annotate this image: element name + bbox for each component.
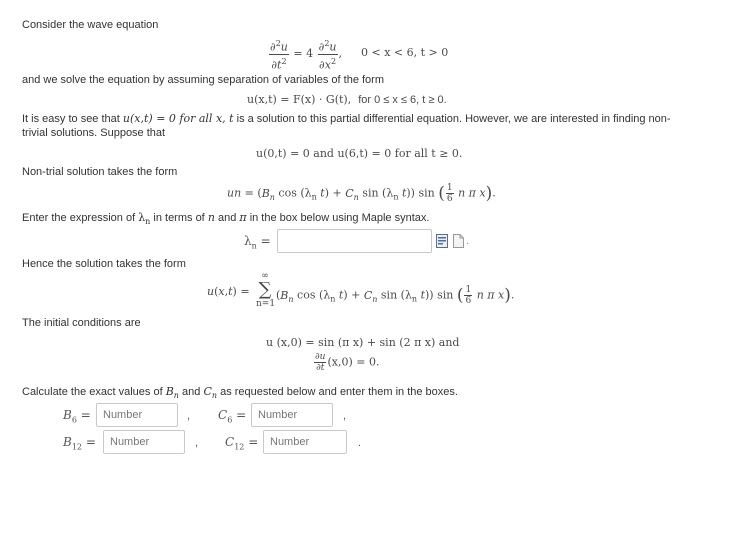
boundary-conditions: u(0,t) = 0 and u(6,t) = 0 for all t ≥ 0. [256,147,463,160]
trivial-text-line1: It is easy to see that u(x,t) = 0 for all x, t is a solution to this partial differential equation. However, we are interested in finding non- [22,112,671,125]
preview-icon[interactable] [436,234,448,248]
sum-operator: ∞ ∑ n=1 [256,271,276,309]
series-solution: u(x,t) = [207,285,250,298]
lambda-label: $\lambda_n$ = [244,234,271,251]
initial-condition-2: $\frac{\partial u}{\partial t}$ (x,0) = 0. [315,352,380,373]
enter-lambda-text: Enter the expression of $\lambda_n$ in terms of n and π in the box below using Maple syntax. [22,211,430,227]
initial-condition-1: u (x,0) = sin (π x) + sin (2 π x) and [266,336,460,349]
b12-label: $B_{12}$ = [63,435,96,452]
trivial-text-line2: trivial solutions. Suppose that [22,127,166,139]
calculate-text: Calculate the exact values of $B_n$ and $C_n$ as requested below and enter them in the boxes. [22,385,458,401]
hence-text: Hence the solution takes the form [22,258,186,270]
intro-text: Consider the wave equation [22,19,159,31]
separator-comma: , [343,410,347,422]
initial-text: The initial conditions are [22,317,141,329]
nontrivial-text: Non-trial solution takes the form [22,166,178,178]
icon-dot: . [466,235,470,247]
help-doc-icon[interactable] [453,234,464,248]
separator-comma: , [195,437,199,449]
c12-input[interactable]: Number [263,430,347,454]
separation-equation: u(x,t) = F(x) · G(t), for 0 ≤ x ≤ 6, t ≥ 0. [247,93,447,106]
b6-input[interactable]: Number [96,403,178,427]
wave-equation: $\frac{\partial^2u}{\partial t^2}$ = 4 $\frac{\partial^2u}{\partial x^2}$ , [270,39,342,72]
separator-comma: , [187,410,191,422]
un-expression: un = ($B_n$ $\cos (\lambda_n$ $t) + C_n$ $\sin (\lambda_n$ t)) sin ( $\frac{1}{6}$ n π x). [227,183,496,204]
lambda-input[interactable] [277,229,432,253]
c6-label: $C_6$ = [218,408,247,425]
series-terms: ($B_n$ $\cos (\lambda_n$ $t) + C_n$ $\sin (\lambda_n$ t)) sin ( $\frac{1}{6}$ n π x). [276,285,515,306]
b12-input[interactable]: Number [103,430,185,454]
c6-input[interactable]: Number [251,403,333,427]
separation-text: and we solve the equation by assuming separation of variables of the form [22,74,384,86]
c12-label: $C_{12}$ = [225,435,259,452]
end-period: . [358,437,362,449]
b6-label: $B_6$ = [63,408,91,425]
domain-condition: 0 < x < 6, t > 0 [361,46,449,59]
